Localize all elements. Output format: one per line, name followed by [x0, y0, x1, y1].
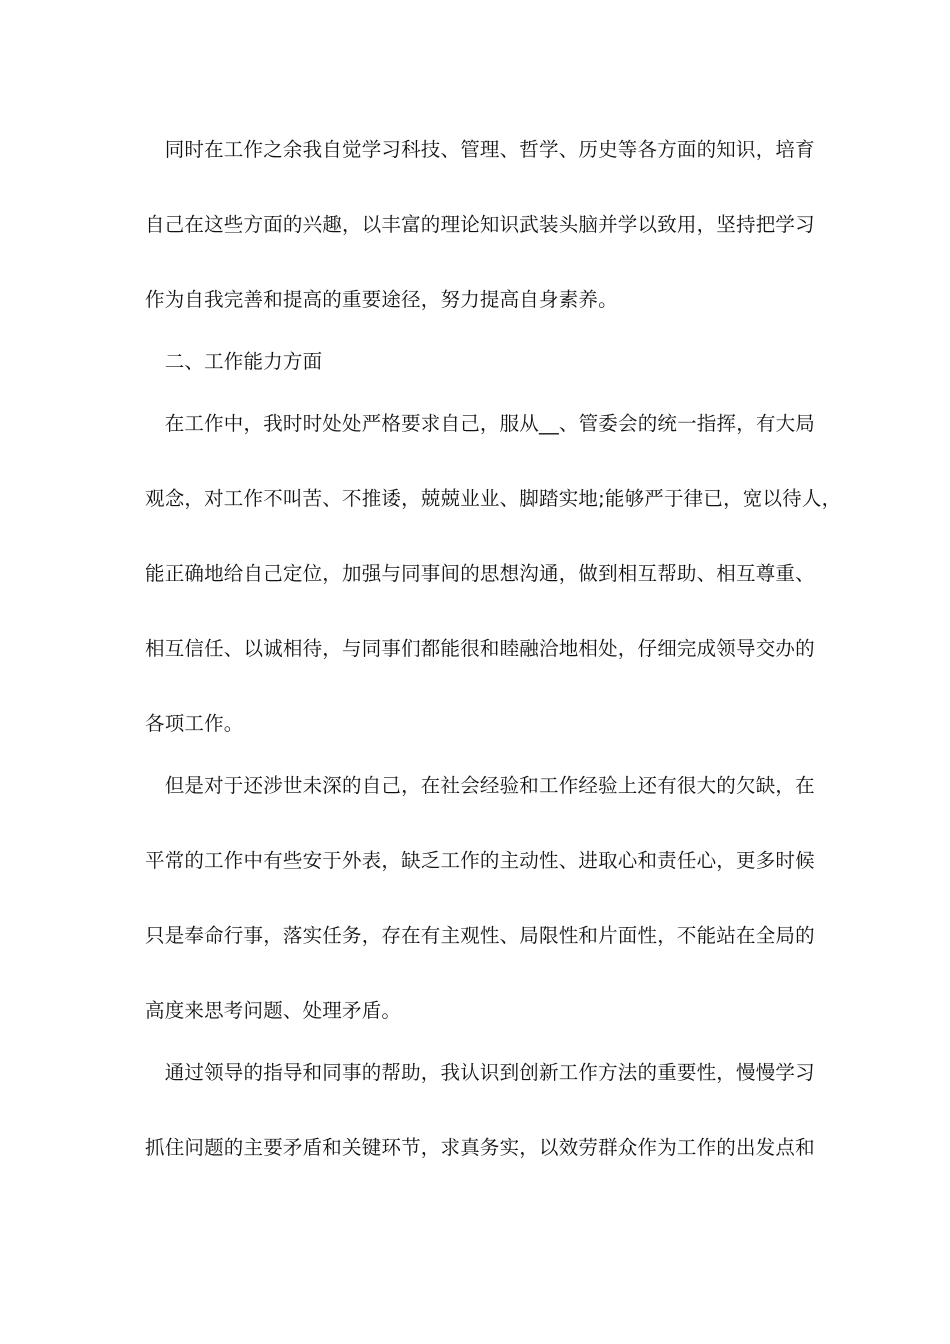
text-line: 观念，对工作不叫苦、不推诿，兢兢业业、脚踏实地;能够严于律已，宽以待人， — [145, 487, 842, 510]
text-line: 同时在工作之余我自觉学习科技、管理、哲学、历史等各方面的知识，培育 — [145, 138, 815, 161]
text-line: 但是对于还涉世未深的自己，在社会经验和工作经验上还有很大的欠缺，在 — [145, 774, 815, 797]
text-line: 高度来思考问题、处理矛盾。 — [145, 999, 402, 1022]
text-line: 抓住问题的主要矛盾和关键环节，求真务实，以效劳群众作为工作的出发点和 — [145, 1136, 815, 1159]
text-line: 能正确地给自己定位，加强与同事间的思想沟通，做到相互帮助、相互尊重、 — [145, 562, 815, 585]
text-line: 自己在这些方面的兴趣，以丰富的理论知识武装头脑并学以致用，坚持把学习 — [145, 213, 815, 236]
text-line: 只是奉命行事，落实任务，存在有主观性、局限性和片面性，不能站在全局的 — [145, 924, 815, 947]
text-line: 通过领导的指导和同事的帮助，我认识到创新工作方法的重要性，慢慢学习 — [145, 1061, 815, 1084]
section-heading: 二、工作能力方面 — [145, 350, 323, 373]
text-line: 作为自我完善和提高的重要途径，努力提高自身素养。 — [145, 288, 618, 311]
text-line: 在工作中，我时时处处严格要求自己，服从__、管委会的统一指挥，有大局 — [145, 412, 816, 435]
text-line: 相互信任、以诚相待，与同事们都能很和睦融洽地相处，仔细完成领导交办的 — [145, 637, 815, 660]
text-line: 平常的工作中有些安于外表，缺乏工作的主动性、进取心和责任心，更多时候 — [145, 849, 815, 872]
text-line: 各项工作。 — [145, 712, 244, 735]
